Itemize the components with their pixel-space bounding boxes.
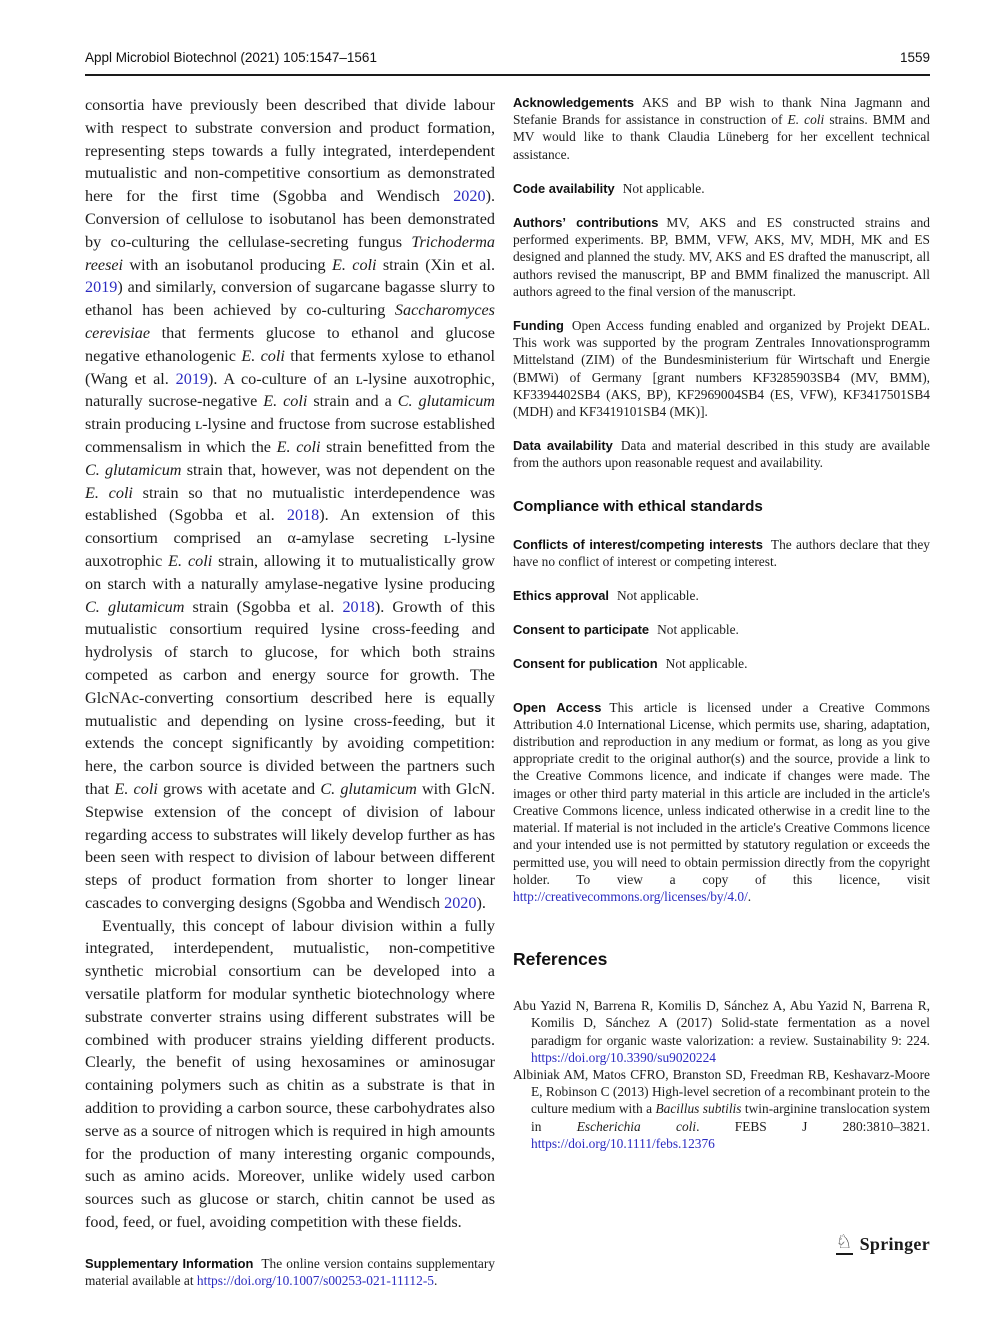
text-segment: Open Access funding enabled and organized by Projekt DEAL. This work was supported by the program Zentrales Innovationsprogramm Mittelstand (ZIM) of the Bundesministerium für Wirtschaft und Energie (BMWi) of Germany [grant numbers KF3285903SB4 (MV, BMM), KF3394402SB4 (AKS, BP), KF2969004SB4 (ES, VFW), KF3417501SB4 (MDH) and KF3419101SB4 (MK)]. xyxy=(513,318,930,420)
inline-link[interactable]: 2019 xyxy=(175,369,208,388)
text-segment: E. coli xyxy=(168,551,213,570)
authors-contributions-label: Authors’ contributions xyxy=(513,215,659,231)
text-segment: E. coli xyxy=(787,112,825,128)
text-segment: strain producing ʟ-lysine and fructose from sucrose established commensalism in which the xyxy=(85,415,495,456)
text-segment: E. coli xyxy=(114,779,158,798)
text-segment: that ferments glucose to ethanol and glucose negative ethanologenic xyxy=(85,323,495,365)
springer-logo xyxy=(836,1233,930,1255)
inline-link[interactable]: 2018 xyxy=(286,506,320,525)
funding-text xyxy=(513,318,930,419)
body-paragraph xyxy=(85,915,495,1234)
conflicts-of-interest-block xyxy=(513,536,930,570)
running-header xyxy=(85,50,930,76)
two-column-body xyxy=(85,94,930,1289)
open-access-block xyxy=(513,699,930,905)
text-segment: strain that, however, was not dependent on the xyxy=(181,460,495,479)
journal-reference: Appl Microbiol Biotechnol (2021) 105:1547–1561 xyxy=(85,50,377,65)
page-number: 1559 xyxy=(899,50,930,65)
inline-link[interactable]: 2020 xyxy=(453,187,486,206)
body-paragraph xyxy=(85,94,495,915)
text-segment: Eventually, this concept of labour division within a fully integrated, interdependent, mutualistic, non-competitive synthetic microbial consortium can be developed into a versatile platform for modular synthetic biotechnology where substrate converter strains using different substrates will be combined with producer strains yielding different products. Clearly, the benefit of using hexosamines or aminosugar containing polymers such as chitin as a substrate is that in addition to providing a carbon source, these carbohydrates also serve as a source of nitrogen which is required in high amounts for the production of many interesting organic compounds, such as amino acids. Moreover, unlike widely used carbon sources such as glucose or starch, chitin cannot be used as food, feed, or fuel, avoiding competition with these fields. xyxy=(85,916,495,1232)
inline-link[interactable]: 2019 xyxy=(85,278,118,297)
supplementary-information-block xyxy=(85,1255,495,1289)
text-segment: strain so that no mutualistic interdependence was established (Sgobba et al. xyxy=(85,483,495,525)
text-segment: strain (Sgobba et al. xyxy=(184,597,343,616)
text-segment: strains. BMM and MV would like to thank Claudia Lüneberg for her excellent technical assistance. xyxy=(513,112,930,162)
code-availability-label: Code availability xyxy=(513,180,615,196)
code-availability-block xyxy=(513,180,930,197)
conflicts-of-interest-label: Conflicts of interest/competing interests xyxy=(513,536,763,552)
text-segment: E. coli xyxy=(263,392,308,411)
text-segment: Abu Yazid N, Barrena R, Komilis D, Sánchez A, Abu Yazid N, Barrena R, Komilis D, Sánchez A (2017) Solid-state fermentation as a novel paradigm for organic waste valorization: a review. Sustainability 9: 224. xyxy=(513,998,930,1048)
data-availability-label: Data availability xyxy=(513,438,613,454)
ethics-approval-text xyxy=(617,588,699,603)
ethics-approval-block xyxy=(513,587,930,604)
text-segment: ). Growth of this mutualistic consortium required lysine cross-feeding and hydrolysis of starch to glucose, for which both strains competed as carbon and energy source for growth. The GlcNAc-converting consortium described here is equally mutualistic and depending on lysine cross-feeding, but it extends the concept significantly by avoiding competition: here, the carbon source is divided between the partners such that xyxy=(85,597,496,798)
inline-link[interactable]: http://creativecommons.org/licenses/by/4.0/ xyxy=(513,888,748,904)
consent-to-participate-label: Consent to participate xyxy=(513,622,650,638)
text-segment: C. glutamicum xyxy=(85,460,182,479)
consent-to-participate-text xyxy=(657,622,739,637)
text-segment: twin-arginine translocation system in xyxy=(531,1101,930,1134)
text-segment: C. glutamicum xyxy=(320,779,417,798)
text-segment: E. coli xyxy=(85,483,133,502)
text-segment: grows with acetate and xyxy=(157,779,321,798)
text-segment: with an isobutanol producing xyxy=(123,255,332,274)
open-access-text xyxy=(513,700,930,904)
text-segment: Escherichia coli xyxy=(576,1118,697,1134)
text-segment: The online version contains supplementary material available at xyxy=(85,1255,495,1289)
text-segment: AKS and BP wish to thank Nina Jagmann and Stefanie Brands for assistance in construction of xyxy=(513,95,930,128)
inline-link[interactable]: 2020 xyxy=(444,893,477,912)
springer-knight-icon: ♘ xyxy=(835,1231,853,1253)
text-segment: The authors declare that they have no conflict of interest or competing interest. xyxy=(513,536,930,569)
text-segment: This article is licensed under a Creative Commons Attribution 4.0 International License, which permits use, sharing, adaptation, distribution and reproduction in any medium or format, as long as you give appropriate credit to the original author(s) and the source, provide a link to the Creative Commons licence, and indicate if changes were made. The images or other third party material in this article are included in the article's Creative Commons licence, unless indicated otherwise in a credit line to the material. If material is not included in the article's Creative Commons licence and your intended use is not permitted by statutory regulation or exceeds the permitted use, you will need to obtain permission directly from the copyright holder. To view a copy of this licence, visit xyxy=(513,699,931,887)
text-segment: strain and a xyxy=(307,392,398,411)
reference-entry xyxy=(513,1066,930,1152)
text-segment: Not applicable. xyxy=(617,588,699,604)
text-segment: ). An extension of this consortium comprised an α-amylase secreting ʟ-lysine auxotrophic xyxy=(85,506,495,570)
inline-link[interactable]: 2018 xyxy=(342,597,375,616)
text-segment: . xyxy=(747,888,752,904)
funding-label: Funding xyxy=(513,318,564,334)
text-segment: C. glutamicum xyxy=(85,597,185,616)
acknowledgements-block xyxy=(513,94,930,163)
consent-to-participate-block xyxy=(513,621,930,638)
text-segment: E. coli xyxy=(331,255,377,274)
code-availability-text xyxy=(623,181,705,196)
text-segment: Not applicable. xyxy=(665,656,748,672)
supplementary-information-label: Supplementary Information xyxy=(85,1255,254,1271)
text-segment: ) and similarly, conversion of sugarcane bagasse slurry to ethanol has been achieved by co-culturing xyxy=(85,278,495,320)
references-heading: References xyxy=(513,949,608,970)
text-segment: Trichoderma reesei xyxy=(85,232,495,274)
text-segment: Saccharomyces cerevisiae xyxy=(85,301,495,342)
data-availability-block xyxy=(513,437,930,471)
text-segment: E. coli xyxy=(276,437,321,456)
text-segment: C. glutamicum xyxy=(397,392,495,411)
ethics-approval-label: Ethics approval xyxy=(513,588,609,604)
inline-link[interactable]: https://doi.org/10.1111/febs.12376 xyxy=(531,1135,715,1151)
text-segment: . FEBS J 280:3810–3821. xyxy=(696,1118,931,1134)
consent-for-publication-label: Consent for publication xyxy=(513,656,658,672)
publisher-name: Springer xyxy=(859,1233,930,1254)
text-segment: MV, AKS and ES constructed strains and performed experiments. BP, BMM, VFW, AKS, MV, MDH, MK and ES designed and planned the study. MV, AKS and ES drafted the manuscript, all authors revised the manuscript, BP and BMM finalized the manuscript. All authors agreed to the final version of the manuscript. xyxy=(513,215,930,299)
left-column xyxy=(85,94,495,1289)
text-segment: Data and material described in this study are available from the authors upon reasonable request and availability. xyxy=(513,438,930,471)
text-segment: consortia have previously been described that divide labour with respect to substrate conversion and product formation, representing steps towards a fully integrated, interdependent mutualistic and non-competitive consortium as demonstrated here for the first time (Sgobba and Wendisch xyxy=(85,96,495,206)
reference-entry xyxy=(513,997,930,1066)
text-segment: strain, allowing it to mutualistically grow on starch with a naturally amylase-negative lysine producing xyxy=(85,551,495,593)
authors-contributions-block xyxy=(513,214,930,300)
inline-link[interactable]: https://doi.org/10.1007/s00253-021-11112-5 xyxy=(196,1273,434,1289)
text-segment: E. coli xyxy=(241,346,285,365)
funding-block xyxy=(513,317,930,420)
text-segment: ). xyxy=(476,893,486,912)
acknowledgements-label: Acknowledgements xyxy=(513,95,635,110)
text-segment: Not applicable. xyxy=(657,622,739,638)
consent-for-publication-block xyxy=(513,655,930,672)
compliance-section-heading: Compliance with ethical standards xyxy=(513,497,763,515)
text-segment: ). A co-culture of an ʟ-lysine auxotrophic, naturally sucrose-negative xyxy=(85,369,496,411)
text-segment: . xyxy=(433,1273,438,1289)
right-column xyxy=(513,94,930,1289)
text-segment: Not applicable. xyxy=(622,180,705,196)
text-segment: strain (Xin et al. xyxy=(376,255,495,274)
text-segment: Albiniak AM, Matos CFRO, Branston SD, Freedman RB, Keshavarz-Moore E, Robinson C (2013) High-level secretion of a recombinant protein to the culture medium with a xyxy=(513,1066,930,1117)
text-segment: that ferments xylose to ethanol (Wang et al. xyxy=(85,346,495,388)
text-segment: ). Conversion of cellulose to isobutanol has been demonstrated by co-culturing the cellulase-secreting fungus xyxy=(85,187,495,251)
open-access-label: Open Access xyxy=(513,699,602,715)
consent-for-publication-text xyxy=(666,656,748,671)
text-segment: Bacillus subtilis xyxy=(655,1101,742,1117)
inline-link[interactable]: https://doi.org/10.3390/su9020224 xyxy=(531,1049,717,1065)
text-segment: with GlcN. Stepwise extension of the concept of division of labour regarding access to substrates will likely develop further as has been seen with respect to division of labour between different steps of product formation from shorter to longer linear cascades to converging designs (Sgobba and Wendisch xyxy=(85,779,496,912)
text-segment: strain benefitted from the xyxy=(320,437,495,456)
